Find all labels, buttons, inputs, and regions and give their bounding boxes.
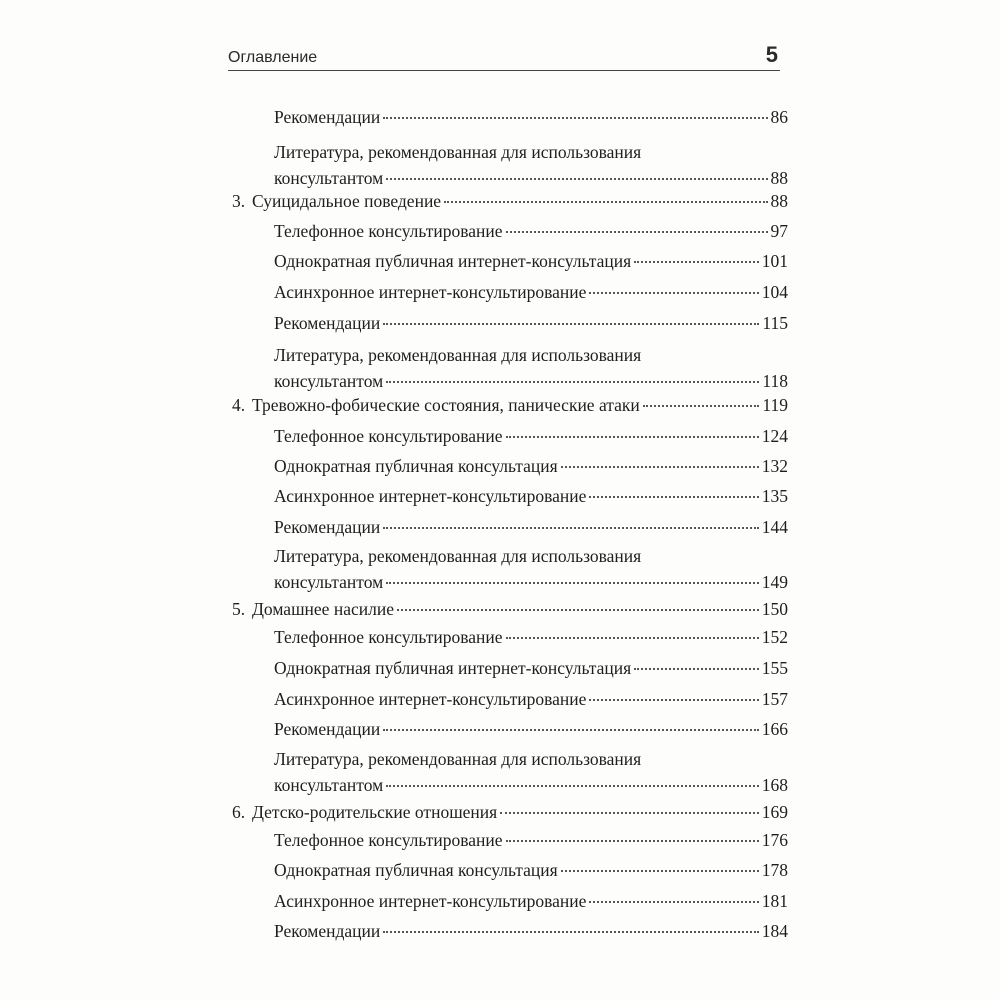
toc-entry[interactable] — [274, 827, 788, 853]
toc-entry-page: 132 — [761, 456, 788, 476]
dot-leader — [561, 466, 759, 468]
toc-entry[interactable] — [274, 483, 788, 509]
dot-leader — [383, 323, 759, 325]
toc-chapter-title: Детско-родительские отношения — [252, 802, 498, 822]
toc-chapter[interactable] — [232, 799, 788, 825]
toc-entry[interactable] — [274, 686, 788, 712]
toc-entry-title-line1: Литература, рекомендованная для использования — [274, 546, 642, 566]
dot-leader — [589, 292, 758, 294]
toc-entry-title: Телефонное консультирование — [274, 426, 503, 446]
toc-entry-title: Рекомендации — [274, 921, 381, 941]
toc-entry[interactable] — [274, 423, 788, 449]
toc-entry[interactable] — [274, 218, 788, 244]
toc-chapter-title: Домашнее насилие — [252, 599, 394, 619]
toc-entry-page: 176 — [761, 830, 788, 850]
toc-entry[interactable] — [274, 514, 788, 540]
toc-entry-page: 169 — [761, 802, 788, 822]
dot-leader — [506, 637, 759, 639]
toc-chapter-title: Суицидальное поведение — [252, 191, 442, 211]
toc-entry-title: Асинхронное интернет-консультирование — [274, 891, 587, 911]
toc-entry-title-line1: Литература, рекомендованная для использования — [274, 749, 642, 769]
dot-leader — [506, 231, 768, 233]
toc-entry[interactable] — [274, 543, 788, 595]
dot-leader — [397, 609, 759, 611]
toc-entry[interactable] — [274, 104, 788, 130]
dot-leader — [386, 582, 759, 584]
toc-entry-title: Асинхронное интернет-консультирование — [274, 689, 587, 709]
toc-entry-title: Телефонное консультирование — [274, 221, 503, 241]
toc-entry[interactable] — [274, 888, 788, 914]
toc-entry-page: 101 — [761, 251, 788, 271]
toc-entry[interactable] — [274, 857, 788, 883]
dot-leader — [589, 699, 758, 701]
toc-entry-page: 135 — [761, 486, 788, 506]
dot-leader — [500, 812, 759, 814]
toc-entry-page: 150 — [761, 599, 788, 619]
toc-chapter[interactable] — [232, 188, 788, 214]
toc-entry-title-line1: Литература, рекомендованная для использования — [274, 345, 642, 365]
toc-entry[interactable] — [274, 310, 788, 336]
header-page-number: 5 — [765, 42, 778, 67]
toc-entry-page: 115 — [762, 313, 788, 333]
toc-entry-title: Рекомендации — [274, 313, 381, 333]
dot-leader — [383, 931, 758, 933]
toc-entry[interactable] — [274, 279, 788, 305]
dot-leader — [589, 901, 758, 903]
toc-entry-page: 97 — [770, 221, 788, 241]
toc-entry-title: Рекомендации — [274, 107, 381, 127]
chapter-number: 5. — [232, 599, 246, 619]
dot-leader — [643, 405, 760, 407]
dot-leader — [506, 436, 759, 438]
toc-chapter[interactable] — [232, 392, 788, 418]
toc-entry[interactable] — [274, 248, 788, 274]
toc-entry-title: Однократная публичная интернет-консультация — [274, 658, 632, 678]
toc-entry[interactable] — [274, 918, 788, 944]
dot-leader — [383, 117, 767, 119]
toc-entry[interactable] — [274, 624, 788, 650]
dot-leader — [386, 785, 759, 787]
dot-leader — [634, 668, 759, 670]
header-title: Оглавление — [228, 49, 318, 66]
toc-entry-page: 178 — [761, 860, 788, 880]
toc-entry-page: 144 — [761, 517, 788, 537]
toc-chapter[interactable] — [232, 596, 788, 622]
toc-entry[interactable] — [274, 655, 788, 681]
toc-entry-page: 184 — [761, 921, 788, 941]
dot-leader — [561, 870, 759, 872]
toc-entry-page: 88 — [770, 191, 788, 211]
toc-entry-page: 149 — [761, 572, 788, 592]
toc-entry-title: консультантом — [274, 168, 384, 188]
toc-entry-title: Телефонное консультирование — [274, 627, 503, 647]
dot-leader — [589, 496, 758, 498]
chapter-number: 4. — [232, 395, 246, 415]
toc-entry-title: Телефонное консультирование — [274, 830, 503, 850]
toc-entry-title: Однократная публичная интернет-консультация — [274, 251, 632, 271]
toc-entry-page: 104 — [761, 282, 788, 302]
toc-entry-title: консультантом — [274, 775, 384, 795]
toc-entry-page: 181 — [761, 891, 788, 911]
toc-entry[interactable] — [274, 716, 788, 742]
toc-entry-page: 168 — [761, 775, 788, 795]
toc-entry-page: 155 — [761, 658, 788, 678]
toc-entry-title-line1: Литература, рекомендованная для использования — [274, 142, 642, 162]
toc-entry-title: Однократная публичная консультация — [274, 456, 558, 476]
toc-entry[interactable] — [274, 453, 788, 479]
toc-entry[interactable] — [274, 746, 788, 798]
toc-entry-page: 86 — [770, 107, 788, 127]
toc-entry[interactable] — [274, 342, 788, 394]
toc-chapter-title: Тревожно-фобические состояния, панические атаки — [252, 395, 640, 415]
dot-leader — [634, 261, 759, 263]
dot-leader — [506, 840, 759, 842]
toc-entry-title: консультантом — [274, 572, 384, 592]
toc-entry-title: Рекомендации — [274, 719, 381, 739]
toc-entry-title: Однократная публичная консультация — [274, 860, 558, 880]
chapter-number: 6. — [232, 802, 246, 822]
toc-entry-page: 124 — [761, 426, 788, 446]
toc-entry-page: 119 — [762, 395, 788, 415]
toc-entry[interactable] — [274, 139, 788, 191]
dot-leader — [386, 381, 759, 383]
toc-entry-page: 88 — [770, 168, 788, 188]
toc-entry-title: Асинхронное интернет-консультирование — [274, 486, 587, 506]
toc-entry-title: консультантом — [274, 371, 384, 391]
toc-entry-title: Асинхронное интернет-консультирование — [274, 282, 587, 302]
dot-leader — [383, 527, 758, 529]
dot-leader — [444, 201, 767, 203]
dot-leader — [383, 729, 758, 731]
chapter-number: 3. — [232, 191, 246, 211]
toc-entry-page: 157 — [761, 689, 788, 709]
toc-entry-page: 152 — [761, 627, 788, 647]
toc-entry-title: Рекомендации — [274, 517, 381, 537]
toc-entry-page: 166 — [761, 719, 788, 739]
toc-entry-page: 118 — [762, 371, 788, 391]
dot-leader — [386, 178, 767, 180]
